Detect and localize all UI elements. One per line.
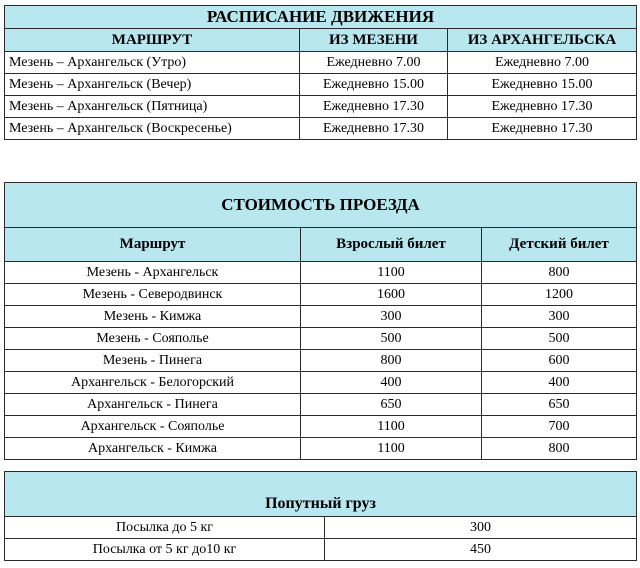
schedule-time-from-arkhangelsk: Ежедневно 17.30: [448, 118, 637, 140]
cargo-row: [5, 517, 637, 539]
schedule-row: [5, 74, 637, 96]
fares-route: Мезень - Пинега: [5, 350, 301, 372]
fares-route: Мезень - Северодвинск: [5, 284, 301, 306]
schedule-title: РАСПИСАНИЕ ДВИЖЕНИЯ: [5, 6, 637, 29]
schedule-row: [5, 96, 637, 118]
fares-child-price: 1200: [482, 284, 637, 306]
schedule-route: Мезень – Архангельск (Пятница): [5, 96, 300, 118]
schedule-route: Мезень – Архангельск (Вечер): [5, 74, 300, 96]
schedule-time-from-mezen: Ежедневно 17.30: [300, 96, 448, 118]
fares-adult-price: 800: [301, 350, 482, 372]
cargo-title: Попутный груз: [5, 492, 637, 517]
fares-adult-price: 1100: [301, 438, 482, 460]
fares-route: Мезень - Кимжа: [5, 306, 301, 328]
schedule-route: Мезень – Архангельск (Утро): [5, 52, 300, 74]
schedule-time-from-arkhangelsk: Ежедневно 17.30: [448, 96, 637, 118]
cargo-spacer: [5, 472, 637, 493]
fares-row: [5, 438, 637, 460]
fares-row: [5, 394, 637, 416]
fares-table: [4, 182, 637, 460]
fares-adult-price: 500: [301, 328, 482, 350]
schedule-row: [5, 52, 637, 74]
fares-header-route: Маршрут: [5, 228, 301, 262]
fares-adult-price: 1100: [301, 416, 482, 438]
fares-row: [5, 372, 637, 394]
schedule-time-from-mezen: Ежедневно 15.00: [300, 74, 448, 96]
cargo-item: Посылка до 5 кг: [5, 517, 325, 539]
fares-adult-price: 650: [301, 394, 482, 416]
fares-row: [5, 416, 637, 438]
fares-route: Мезень - Архангельск: [5, 262, 301, 284]
fares-route: Архангельск - Сояполье: [5, 416, 301, 438]
fares-route: Архангельск - Пинега: [5, 394, 301, 416]
fares-route: Архангельск - Кимжа: [5, 438, 301, 460]
schedule-time-from-arkhangelsk: Ежедневно 7.00: [448, 52, 637, 74]
fares-row: [5, 328, 637, 350]
fares-row: [5, 350, 637, 372]
fares-child-price: 650: [482, 394, 637, 416]
cargo-table: [4, 471, 637, 561]
fares-adult-price: 400: [301, 372, 482, 394]
fares-row: [5, 306, 637, 328]
schedule-time-from-mezen: Ежедневно 17.30: [300, 118, 448, 140]
fares-header-child: Детский билет: [482, 228, 637, 262]
cargo-row: [5, 539, 637, 561]
cargo-price: 450: [325, 539, 637, 561]
cargo-item: Посылка от 5 кг до10 кг: [5, 539, 325, 561]
schedule-route: Мезень – Архангельск (Воскресенье): [5, 118, 300, 140]
fares-child-price: 800: [482, 262, 637, 284]
fares-route: Мезень - Сояполье: [5, 328, 301, 350]
fares-child-price: 600: [482, 350, 637, 372]
cargo-price: 300: [325, 517, 637, 539]
fares-child-price: 300: [482, 306, 637, 328]
fares-child-price: 700: [482, 416, 637, 438]
fares-header-adult: Взрослый билет: [301, 228, 482, 262]
fares-child-price: 800: [482, 438, 637, 460]
schedule-time-from-arkhangelsk: Ежедневно 15.00: [448, 74, 637, 96]
fares-title: СТОИМОСТЬ ПРОЕЗДА: [5, 183, 637, 228]
fares-adult-price: 1600: [301, 284, 482, 306]
fares-row: [5, 284, 637, 306]
fares-row: [5, 262, 637, 284]
fares-route: Архангельск - Белогорский: [5, 372, 301, 394]
schedule-time-from-mezen: Ежедневно 7.00: [300, 52, 448, 74]
fares-child-price: 400: [482, 372, 637, 394]
schedule-table: [4, 5, 637, 140]
schedule-header-from-arkhangelsk: ИЗ АРХАНГЕЛЬСКА: [448, 29, 637, 52]
fares-adult-price: 300: [301, 306, 482, 328]
schedule-header-from-mezen: ИЗ МЕЗЕНИ: [300, 29, 448, 52]
schedule-header-route: МАРШРУТ: [5, 29, 300, 52]
schedule-row: [5, 118, 637, 140]
fares-child-price: 500: [482, 328, 637, 350]
fares-adult-price: 1100: [301, 262, 482, 284]
